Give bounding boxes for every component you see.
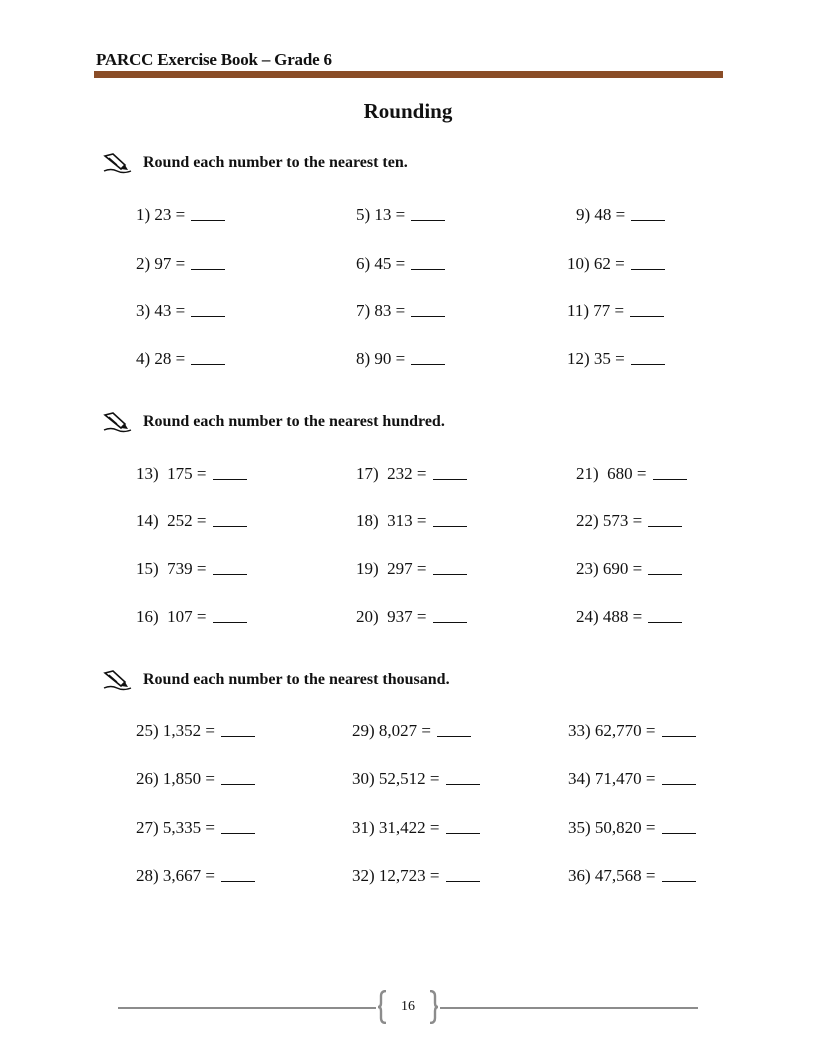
answer-blank[interactable] <box>631 219 665 221</box>
answer-blank[interactable] <box>213 525 247 527</box>
problem-36 <box>568 866 696 886</box>
problem-18 <box>356 511 467 531</box>
answer-blank[interactable] <box>631 363 665 365</box>
answer-blank[interactable] <box>191 315 225 317</box>
answer-blank[interactable] <box>630 315 664 317</box>
problem-label: 31) 31,422 = <box>352 818 440 837</box>
answer-blank[interactable] <box>213 621 247 623</box>
problem-27 <box>136 818 255 838</box>
answer-blank[interactable] <box>648 621 682 623</box>
answer-blank[interactable] <box>433 621 467 623</box>
problem-label: 11) 77 = <box>567 301 625 320</box>
problem-label: 18) 313 = <box>356 511 427 530</box>
problem-label: 6) 45 = <box>356 254 406 273</box>
answer-blank[interactable] <box>446 832 480 834</box>
problem-label: 20) 937 = <box>356 607 427 626</box>
problem-label: 30) 52,512 = <box>352 769 440 788</box>
answer-blank[interactable] <box>411 363 445 365</box>
problem-2 <box>136 254 225 274</box>
instruction-nearest-thousand <box>103 668 450 692</box>
pencil-writing-icon <box>103 152 133 174</box>
answer-blank[interactable] <box>213 573 247 575</box>
problem-12 <box>567 349 665 369</box>
problem-label: 1) 23 = <box>136 205 186 224</box>
problem-28 <box>136 866 255 886</box>
pencil-writing-icon <box>103 669 133 691</box>
answer-blank[interactable] <box>437 735 471 737</box>
problem-label: 32) 12,723 = <box>352 866 440 885</box>
answer-blank[interactable] <box>411 219 445 221</box>
problem-13 <box>136 464 247 484</box>
problem-17 <box>356 464 467 484</box>
problem-label: 35) 50,820 = <box>568 818 656 837</box>
instruction-nearest-hundred <box>103 410 445 434</box>
header-title: PARCC Exercise Book – Grade 6 <box>96 50 332 69</box>
problem-label: 26) 1,850 = <box>136 769 215 788</box>
answer-blank[interactable] <box>662 783 696 785</box>
page-title: Rounding <box>363 99 453 123</box>
answer-blank[interactable] <box>433 478 467 480</box>
problem-label: 24) 488 = <box>576 607 643 626</box>
problem-33 <box>568 721 696 741</box>
problem-label: 13) 175 = <box>136 464 207 483</box>
answer-blank[interactable] <box>653 478 687 480</box>
answer-blank[interactable] <box>221 783 255 785</box>
problem-label: 5) 13 = <box>356 205 406 224</box>
problem-label: 25) 1,352 = <box>136 721 215 740</box>
problem-label: 14) 252 = <box>136 511 207 530</box>
problem-label: 27) 5,335 = <box>136 818 215 837</box>
answer-blank[interactable] <box>411 315 445 317</box>
problem-label: 29) 8,027 = <box>352 721 431 740</box>
answer-blank[interactable] <box>221 735 255 737</box>
answer-blank[interactable] <box>446 880 480 882</box>
problem-label: 23) 690 = <box>576 559 643 578</box>
answer-blank[interactable] <box>662 735 696 737</box>
problem-label: 8) 90 = <box>356 349 406 368</box>
answer-blank[interactable] <box>662 832 696 834</box>
problem-label: 28) 3,667 = <box>136 866 215 885</box>
answer-blank[interactable] <box>411 268 445 270</box>
problem-23 <box>576 559 682 579</box>
problem-21 <box>576 464 687 484</box>
answer-blank[interactable] <box>191 363 225 365</box>
answer-blank[interactable] <box>446 783 480 785</box>
problem-29 <box>352 721 471 741</box>
problem-1 <box>136 205 225 225</box>
instruction-text: Round each number to the nearest thousand. <box>143 671 450 688</box>
problem-8 <box>356 349 445 369</box>
problem-label: 33) 62,770 = <box>568 721 656 740</box>
answer-blank[interactable] <box>221 832 255 834</box>
problem-label: 17) 232 = <box>356 464 427 483</box>
problem-6 <box>356 254 445 274</box>
problem-label: 21) 680 = <box>576 464 647 483</box>
problem-label: 4) 28 = <box>136 349 186 368</box>
problem-label: 22) 573 = <box>576 511 643 530</box>
page-number-box <box>378 990 438 1024</box>
problem-label: 3) 43 = <box>136 301 186 320</box>
problem-31 <box>352 818 480 838</box>
problem-9 <box>576 205 665 225</box>
problem-25 <box>136 721 255 741</box>
problem-16 <box>136 607 247 627</box>
problem-19 <box>356 559 467 579</box>
problem-label: 9) 48 = <box>576 205 626 224</box>
answer-blank[interactable] <box>631 268 665 270</box>
instruction-text: Round each number to the nearest hundred. <box>143 413 445 430</box>
footer-rule-left <box>118 1007 376 1009</box>
page-number: 16 <box>401 999 415 1014</box>
problem-7 <box>356 301 445 321</box>
pencil-writing-icon <box>103 411 133 433</box>
answer-blank[interactable] <box>213 478 247 480</box>
footer-rule-right <box>440 1007 698 1009</box>
answer-blank[interactable] <box>648 525 682 527</box>
problem-label: 10) 62 = <box>567 254 625 273</box>
problem-label: 2) 97 = <box>136 254 186 273</box>
problem-24 <box>576 607 682 627</box>
problem-10 <box>567 254 665 274</box>
answer-blank[interactable] <box>648 573 682 575</box>
instruction-text: Round each number to the nearest ten. <box>143 154 408 171</box>
problem-35 <box>568 818 696 838</box>
problem-26 <box>136 769 255 789</box>
problem-label: 16) 107 = <box>136 607 207 626</box>
answer-blank[interactable] <box>433 525 467 527</box>
answer-blank[interactable] <box>221 880 255 882</box>
answer-blank[interactable] <box>191 219 225 221</box>
problem-label: 12) 35 = <box>567 349 625 368</box>
problem-4 <box>136 349 225 369</box>
problem-3 <box>136 301 225 321</box>
problem-22 <box>576 511 682 531</box>
problem-15 <box>136 559 247 579</box>
problem-label: 36) 47,568 = <box>568 866 656 885</box>
problem-5 <box>356 205 445 225</box>
problem-label: 19) 297 = <box>356 559 427 578</box>
problem-label: 34) 71,470 = <box>568 769 656 788</box>
problem-11 <box>567 301 664 321</box>
header-rule <box>94 71 723 78</box>
left-bracket-icon <box>378 990 388 1024</box>
problem-label: 7) 83 = <box>356 301 406 320</box>
problem-34 <box>568 769 696 789</box>
right-bracket-icon <box>428 990 438 1024</box>
answer-blank[interactable] <box>433 573 467 575</box>
problem-14 <box>136 511 247 531</box>
instruction-nearest-ten <box>103 151 408 175</box>
problem-label: 15) 739 = <box>136 559 207 578</box>
answer-blank[interactable] <box>191 268 225 270</box>
problem-32 <box>352 866 480 886</box>
problem-20 <box>356 607 467 627</box>
problem-30 <box>352 769 480 789</box>
answer-blank[interactable] <box>662 880 696 882</box>
